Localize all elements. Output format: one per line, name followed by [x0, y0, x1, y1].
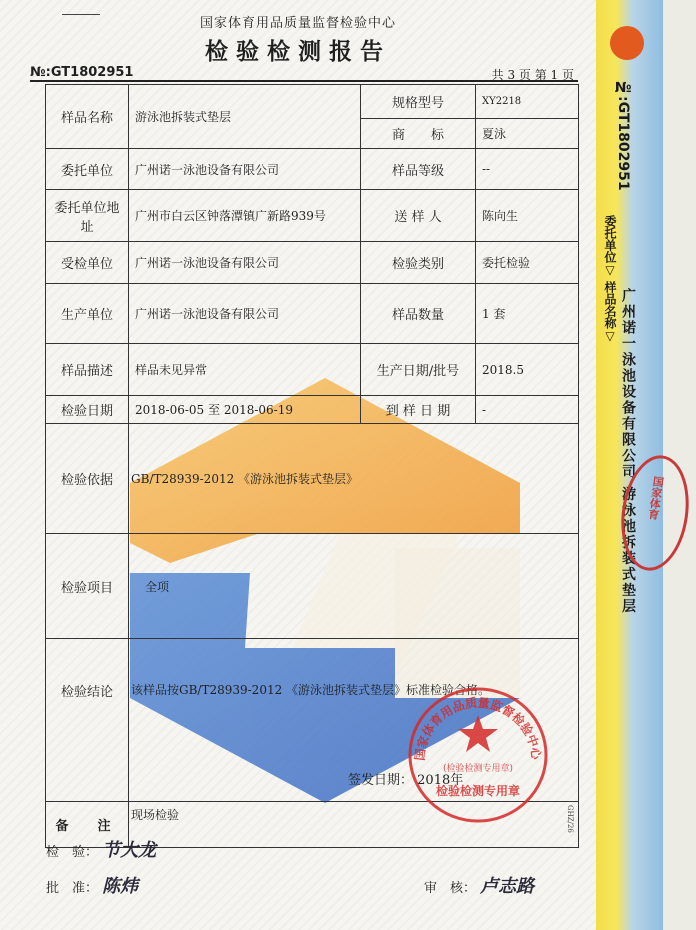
- description-label: 样品描述: [46, 344, 129, 396]
- strip-report-number: №:GT1802951: [615, 80, 631, 191]
- category-value: 委托检验: [476, 242, 579, 284]
- sample-name-label: 样品名称: [46, 85, 129, 149]
- strip-labels: 委托单位▽ 样品名称▽: [603, 215, 617, 344]
- report-title: 检验检测报告: [205, 38, 391, 65]
- approver-label: 批 准：: [46, 881, 99, 896]
- stamp-inner-text: (检验检测专用章): [442, 764, 514, 774]
- inspected-unit: 广州诺一泳池设备有限公司: [129, 242, 361, 284]
- sample-name: 游泳池拆装式垫层: [129, 85, 361, 149]
- basis-label: 检验依据: [46, 424, 129, 534]
- header-rule: [30, 80, 578, 82]
- inspection-date: 2018-06-05 至 2018-06-19: [129, 396, 361, 424]
- client-address-label: 委托单位地址: [46, 190, 129, 242]
- page-count: 共 3 页 第 1 页: [491, 68, 574, 82]
- issue-date-value: 2018年: [417, 773, 464, 788]
- official-stamp: [404, 683, 552, 825]
- basis-value: GB/T28939-2012 《游泳池拆装式垫层》: [129, 424, 579, 534]
- producer-label: 生产单位: [46, 284, 129, 344]
- sender-label: 送 样 人: [361, 190, 476, 242]
- items-label: 检验项目: [46, 534, 129, 639]
- remarks-label: 备 注: [46, 802, 129, 848]
- report-number: №:GT1802951: [30, 65, 134, 80]
- client-value: 广州诺一泳池设备有限公司: [129, 149, 361, 190]
- inspector-sign: 节大龙: [102, 840, 157, 861]
- form-code: GHZ/26: [566, 805, 574, 833]
- strip-names: 广州诺一泳池设备有限公司 游泳池拆装式垫层: [620, 288, 636, 615]
- inspector-signature: [46, 836, 156, 862]
- items-value: 全项: [129, 534, 579, 639]
- strip-seal-text: 国家体育: [646, 475, 666, 521]
- conclusion-label: 检验结论: [46, 639, 129, 802]
- reviewer-signature: [424, 872, 534, 898]
- grade-label: 样品等级: [361, 149, 476, 190]
- approver-sign: 陈炜: [102, 876, 139, 897]
- grade-value: --: [476, 149, 579, 190]
- reviewer-label: 审 核：: [424, 881, 477, 896]
- description-value: 样品未见异常: [129, 344, 361, 396]
- approver-signature: [46, 872, 138, 898]
- remarks-value: 现场检验: [129, 802, 579, 848]
- inspected-unit-label: 受检单位: [46, 242, 129, 284]
- quantity-value: 1 套: [476, 284, 579, 344]
- model-value: XY2218: [476, 85, 579, 119]
- inspection-date-label: 检验日期: [46, 396, 129, 424]
- stamp-bottom-text: 检验检测专用章: [435, 784, 521, 798]
- center-name: 国家体育用品质量监督检验中心: [199, 16, 396, 31]
- producer-value: 广州诺一泳池设备有限公司: [129, 284, 361, 344]
- arrival-date: -: [476, 396, 579, 424]
- trademark-label: 商 标: [361, 119, 476, 149]
- sender-value: 陈向生: [476, 190, 579, 242]
- reviewer-sign: 卢志路: [480, 876, 535, 897]
- category-label: 检验类别: [361, 242, 476, 284]
- production-date: 2018.5: [476, 344, 579, 396]
- client-address: 广州市白云区钟落潭镇广新路939号: [129, 190, 361, 242]
- model-label: 规格型号: [361, 85, 476, 119]
- issue-date-label: 签发日期：: [348, 773, 414, 788]
- conclusion-value: 该样品按GB/T28939-2012 《游泳池拆装式垫层》标准检验合格。: [129, 639, 579, 802]
- client-label: 委托单位: [46, 149, 129, 190]
- strip-logo-icon: [610, 26, 644, 60]
- trademark-value: 夏泳: [476, 119, 579, 149]
- arrival-date-label: 到 样 日 期: [361, 396, 476, 424]
- quantity-label: 样品数量: [361, 284, 476, 344]
- inspector-label: 检 验：: [46, 845, 99, 860]
- stamp-ring-text: 国家体育用品质量监督检验中心: [412, 695, 544, 762]
- production-date-label: 生产日期/批号: [361, 344, 476, 396]
